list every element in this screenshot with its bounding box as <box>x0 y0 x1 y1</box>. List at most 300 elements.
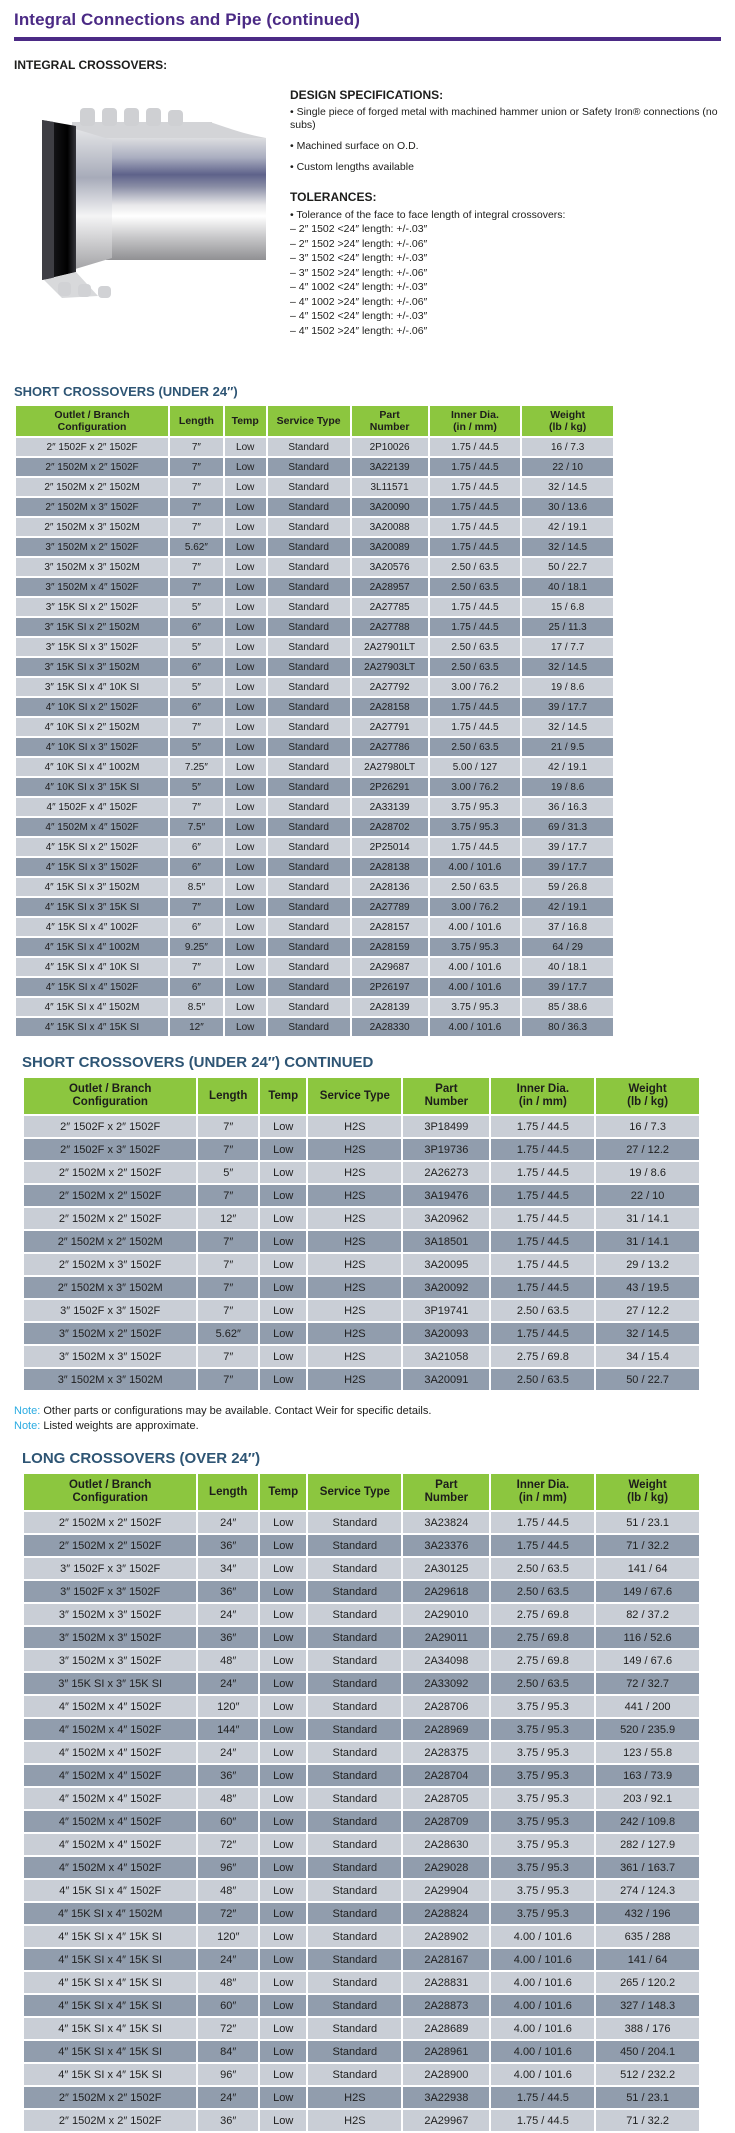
table-cell: 2A29028 <box>403 1857 489 1878</box>
table-row <box>24 1834 699 1855</box>
table-cell: 72 / 32.7 <box>596 1673 699 1694</box>
table-cell: Standard <box>268 458 350 476</box>
table-cell: 3L11571 <box>352 478 428 496</box>
table-row <box>24 1696 699 1717</box>
table-cell: 39 / 17.7 <box>522 838 613 856</box>
table-row <box>16 798 613 816</box>
table-cell: 2″ 1502M x 3″ 1502F <box>16 498 168 516</box>
table-cell: 2A27789 <box>352 898 428 916</box>
table-cell: 27 / 12.2 <box>596 1139 699 1160</box>
short-crossovers-table <box>14 404 615 1038</box>
table-cell: 4.00 / 101.6 <box>491 1972 594 1993</box>
table-cell: Low <box>260 2041 306 2062</box>
table-cell: 6″ <box>170 618 223 636</box>
table-cell: Low <box>260 1231 306 1252</box>
table-cell: Low <box>260 1558 306 1579</box>
table-row <box>16 678 613 696</box>
column-header: Part Number <box>403 1474 489 1510</box>
table-cell: Low <box>260 1604 306 1625</box>
table-cell: 2A28139 <box>352 998 428 1016</box>
table-row <box>16 658 613 676</box>
column-header: Length <box>198 1474 258 1510</box>
table-cell: 5″ <box>170 638 223 656</box>
note-label: Note: <box>14 1420 41 1432</box>
column-header: Length <box>170 406 223 436</box>
table-cell: Low <box>225 858 266 876</box>
table-cell: 31 / 14.1 <box>596 1231 699 1252</box>
table-cell: Low <box>260 1857 306 1878</box>
table-cell: 4″ 1502F x 4″ 1502F <box>16 798 168 816</box>
table-cell: H2S <box>308 1185 401 1206</box>
table-cell: 2A28704 <box>403 1765 489 1786</box>
table-cell: 635 / 288 <box>596 1926 699 1947</box>
table-cell: 388 / 176 <box>596 2018 699 2039</box>
table-row <box>16 458 613 476</box>
table-cell: 361 / 163.7 <box>596 1857 699 1878</box>
table-cell: 3.75 / 95.3 <box>430 798 521 816</box>
table-cell: 39 / 17.7 <box>522 858 613 876</box>
table-cell: 3″ 15K SI x 2″ 1502M <box>16 618 168 636</box>
table-cell: Standard <box>268 858 350 876</box>
tolerance-item: – 3″ 1502 <24″ length: +/-.03″ <box>290 252 428 264</box>
table-cell: 2A28702 <box>352 818 428 836</box>
table-cell: 71 / 32.2 <box>596 1535 699 1556</box>
table-cell: 2.75 / 69.8 <box>491 1346 594 1367</box>
table-cell: 32 / 14.5 <box>522 478 613 496</box>
table-cell: 1.75 / 44.5 <box>430 718 521 736</box>
table-cell: 96″ <box>198 1857 258 1878</box>
table-cell: 5″ <box>170 598 223 616</box>
table-cell: 4″ 1502M x 4″ 1502F <box>24 1765 196 1786</box>
table-cell: 8.5″ <box>170 878 223 896</box>
table-cell: 3″ 1502M x 3″ 1502F <box>24 1627 196 1648</box>
table-cell: 3.75 / 95.3 <box>491 1880 594 1901</box>
table-cell: 123 / 55.8 <box>596 1742 699 1763</box>
table-cell: Low <box>225 678 266 696</box>
table-cell: 4″ 1502M x 4″ 1502F <box>24 1788 196 1809</box>
table-row <box>16 438 613 456</box>
table-cell: 3P18499 <box>403 1116 489 1137</box>
table-cell: 72″ <box>198 1903 258 1924</box>
table-cell: 4″ 15K SI x 3″ 15K SI <box>16 898 168 916</box>
table-header-row <box>24 1078 699 1114</box>
table-cell: Low <box>225 498 266 516</box>
column-header: Temp <box>225 406 266 436</box>
table-row <box>16 1018 613 1036</box>
table-row <box>16 738 613 756</box>
table-cell: 2A33139 <box>352 798 428 816</box>
table-cell: 4″ 1502M x 4″ 1502F <box>16 818 168 836</box>
table-cell: 2.50 / 63.5 <box>430 878 521 896</box>
tolerance-item: – 4″ 1002 >24″ length: +/-.06″ <box>290 295 428 308</box>
table-cell: 7″ <box>170 898 223 916</box>
table-cell: Standard <box>308 1926 401 1947</box>
table-cell: 2.50 / 63.5 <box>491 1673 594 1694</box>
table-cell: 4.00 / 101.6 <box>491 1949 594 1970</box>
table-cell: Low <box>225 758 266 776</box>
table-cell: H2S <box>308 1346 401 1367</box>
table-cell: 27 / 12.2 <box>596 1300 699 1321</box>
tolerance-item: – 2″ 1502 >24″ length: +/-.06″ <box>290 237 428 250</box>
table-cell: 2A27901LT <box>352 638 428 656</box>
table-cell: 7″ <box>170 578 223 596</box>
table-cell: 4″ 15K SI x 4″ 15K SI <box>24 1995 196 2016</box>
table-row <box>24 1811 699 1832</box>
table-cell: 3″ 1502F x 3″ 1502F <box>24 1581 196 1602</box>
column-header: Inner Dia. (in / mm) <box>430 406 521 436</box>
table-cell: 2A29904 <box>403 1880 489 1901</box>
table-cell: Standard <box>308 2018 401 2039</box>
table-row <box>24 1208 699 1229</box>
table-cell: Low <box>260 1926 306 1947</box>
table-cell: 32 / 14.5 <box>522 658 613 676</box>
table-cell: 3A20089 <box>352 538 428 556</box>
column-header: Part Number <box>352 406 428 436</box>
table-cell: 36″ <box>198 2110 258 2131</box>
table-cell: 2A27788 <box>352 618 428 636</box>
table-cell: 3A23824 <box>403 1512 489 1533</box>
table-cell: 4″ 1502M x 4″ 1502F <box>24 1811 196 1832</box>
table-cell: 37 / 16.8 <box>522 918 613 936</box>
table-cell: 4.00 / 101.6 <box>491 1926 594 1947</box>
table-cell: 4″ 15K SI x 4″ 15K SI <box>24 1926 196 1947</box>
table-row <box>16 538 613 556</box>
table-cell: 7″ <box>170 958 223 976</box>
table-cell: 141 / 64 <box>596 1558 699 1579</box>
table-row <box>16 878 613 896</box>
table-cell: Low <box>225 838 266 856</box>
table-cell: 2″ 1502M x 2″ 1502M <box>16 478 168 496</box>
table-cell: Low <box>260 1650 306 1671</box>
table-cell: 5.00 / 127 <box>430 758 521 776</box>
table-cell: 2.50 / 63.5 <box>491 1300 594 1321</box>
table-cell: 3″ 15K SI x 3″ 1502M <box>16 658 168 676</box>
table-cell: Standard <box>268 718 350 736</box>
table-cell: Low <box>260 1880 306 1901</box>
table-cell: 4″ 15K SI x 4″ 1502M <box>16 998 168 1016</box>
table-cell: 2″ 1502M x 2″ 1502F <box>24 1208 196 1229</box>
table-cell: 7″ <box>170 718 223 736</box>
table-cell: 5″ <box>198 1162 258 1183</box>
table-cell: Low <box>225 598 266 616</box>
table-cell: Low <box>260 1185 306 1206</box>
table-cell: 4″ 15K SI x 4″ 1502M <box>24 1903 196 1924</box>
table-cell: Low <box>225 918 266 936</box>
table-row <box>24 1673 699 1694</box>
table-cell: 2A29618 <box>403 1581 489 1602</box>
table-cell: 4″ 15K SI x 3″ 1502F <box>16 858 168 876</box>
table-row <box>24 1880 699 1901</box>
table-row <box>24 2064 699 2085</box>
table-cell: 4.00 / 101.6 <box>430 978 521 996</box>
table-row <box>24 1185 699 1206</box>
table-cell: 3.75 / 95.3 <box>491 1857 594 1878</box>
table-cell: 6″ <box>170 978 223 996</box>
table-cell: 2A27980LT <box>352 758 428 776</box>
table-cell: Standard <box>308 2064 401 2085</box>
table-cell: 71 / 32.2 <box>596 2110 699 2131</box>
table-cell: 4″ 1502M x 4″ 1502F <box>24 1719 196 1740</box>
table-row <box>16 598 613 616</box>
table-cell: 1.75 / 44.5 <box>491 1277 594 1298</box>
table-cell: Standard <box>268 598 350 616</box>
column-header: Service Type <box>268 406 350 436</box>
table-cell: Standard <box>268 838 350 856</box>
table-cell: 2A28831 <box>403 1972 489 1993</box>
table-cell: 12″ <box>198 1208 258 1229</box>
table-cell: Low <box>225 518 266 536</box>
table-row <box>16 998 613 1016</box>
table-cell: 64 / 29 <box>522 938 613 956</box>
table-cell: 2A27785 <box>352 598 428 616</box>
table-cell: Standard <box>308 1742 401 1763</box>
table-cell: 1.75 / 44.5 <box>491 1323 594 1344</box>
table-cell: 2A29010 <box>403 1604 489 1625</box>
table-row <box>24 1765 699 1786</box>
table-cell: Low <box>260 2110 306 2131</box>
table-cell: Standard <box>308 1650 401 1671</box>
table-cell: Low <box>260 1346 306 1367</box>
note-label: Note: <box>14 1405 41 1417</box>
table-cell: 2A34098 <box>403 1650 489 1671</box>
table-cell: 242 / 109.8 <box>596 1811 699 1832</box>
table-cell: Standard <box>308 1604 401 1625</box>
table-cell: H2S <box>308 1277 401 1298</box>
table-cell: 1.75 / 44.5 <box>491 1231 594 1252</box>
table-cell: 3″ 1502M x 3″ 1502F <box>24 1604 196 1625</box>
table-cell: 48″ <box>198 1788 258 1809</box>
table-cell: 3A23376 <box>403 1535 489 1556</box>
table-row <box>24 2087 699 2108</box>
table-cell: Low <box>260 1788 306 1809</box>
table-cell: 19 / 8.6 <box>522 778 613 796</box>
table-cell: 7″ <box>198 1185 258 1206</box>
table-cell: Standard <box>268 678 350 696</box>
table-cell: 2″ 1502M x 2″ 1502F <box>24 2110 196 2131</box>
table-cell: 19 / 8.6 <box>596 1162 699 1183</box>
table-cell: 2A28961 <box>403 2041 489 2062</box>
table-title-short-crossovers-continued: SHORT CROSSOVERS (UNDER 24″) CONTINUED <box>22 1054 374 1071</box>
table-cell: 141 / 64 <box>596 1949 699 1970</box>
table-cell: Low <box>225 1018 266 1036</box>
table-cell: Standard <box>308 1719 401 1740</box>
table-row <box>24 1719 699 1740</box>
table-cell: Low <box>260 1903 306 1924</box>
table-cell: Low <box>260 1742 306 1763</box>
table-cell: Low <box>225 558 266 576</box>
table-cell: 2A33092 <box>403 1673 489 1694</box>
table-cell: 32 / 14.5 <box>596 1323 699 1344</box>
table-cell: 2A28969 <box>403 1719 489 1740</box>
table-cell: 3A20090 <box>352 498 428 516</box>
table-cell: Standard <box>268 918 350 936</box>
table-row <box>16 838 613 856</box>
table-cell: Standard <box>268 998 350 1016</box>
table-cell: Low <box>260 1323 306 1344</box>
table-cell: Standard <box>268 738 350 756</box>
table-cell: Low <box>225 638 266 656</box>
table-cell: Standard <box>268 878 350 896</box>
table-cell: 432 / 196 <box>596 1903 699 1924</box>
table-cell: 120″ <box>198 1696 258 1717</box>
table-cell: Standard <box>308 1949 401 1970</box>
table-cell: Low <box>225 538 266 556</box>
table-cell: Standard <box>308 1811 401 1832</box>
table-cell: Low <box>260 1765 306 1786</box>
table-cell: 3.75 / 95.3 <box>491 1788 594 1809</box>
design-spec-bullet: • Single piece of forged metal with machined hammer union or Safety Iron® connections (no subs) <box>290 106 721 132</box>
table-cell: 1.75 / 44.5 <box>491 1139 594 1160</box>
table-cell: 1.75 / 44.5 <box>430 458 521 476</box>
table-cell: 5″ <box>170 778 223 796</box>
table-row <box>24 2041 699 2062</box>
table-cell: 16 / 7.3 <box>522 438 613 456</box>
table-cell: Standard <box>268 658 350 676</box>
table-cell: 3.00 / 76.2 <box>430 778 521 796</box>
column-header: Length <box>198 1078 258 1114</box>
table-cell: Low <box>260 1369 306 1390</box>
table-cell: 1.75 / 44.5 <box>430 618 521 636</box>
table-cell: Low <box>225 778 266 796</box>
table-cell: Standard <box>268 578 350 596</box>
table-cell: 42 / 19.1 <box>522 518 613 536</box>
table-cell: 2.75 / 69.8 <box>491 1604 594 1625</box>
table-cell: Low <box>225 458 266 476</box>
table-cell: Standard <box>268 958 350 976</box>
tolerances-bullet: • Tolerance of the face to face length of integral crossovers: <box>290 209 566 221</box>
table-cell: 2″ 1502M x 2″ 1502F <box>24 1535 196 1556</box>
table-row <box>24 1162 699 1183</box>
table-cell: 2A28630 <box>403 1834 489 1855</box>
table-row <box>16 938 613 956</box>
table-cell: Low <box>225 798 266 816</box>
table-cell: 42 / 19.1 <box>522 758 613 776</box>
table-row <box>24 1369 699 1390</box>
table-cell: 2A28705 <box>403 1788 489 1809</box>
table-cell: 29 / 13.2 <box>596 1254 699 1275</box>
table-cell: Standard <box>268 438 350 456</box>
table-cell: H2S <box>308 2087 401 2108</box>
table-cell: Low <box>225 898 266 916</box>
table-cell: 2.50 / 63.5 <box>491 1581 594 1602</box>
table-cell: 43 / 19.5 <box>596 1277 699 1298</box>
table-cell: Standard <box>308 1696 401 1717</box>
table-cell: 4″ 15K SI x 4″ 15K SI <box>16 1018 168 1036</box>
table-row <box>24 1535 699 1556</box>
table-cell: 2A28136 <box>352 878 428 896</box>
tolerances-heading: TOLERANCES: <box>290 190 377 204</box>
table-cell: 31 / 14.1 <box>596 1208 699 1229</box>
table-row <box>24 1949 699 1970</box>
table-cell: Low <box>260 1254 306 1275</box>
table-cell: 2A28900 <box>403 2064 489 2085</box>
table-cell: 15 / 6.8 <box>522 598 613 616</box>
table-cell: 2″ 1502M x 2″ 1502F <box>24 1512 196 1533</box>
column-header: Outlet / Branch Configuration <box>16 406 168 436</box>
table-row <box>24 1139 699 1160</box>
specs-column <box>290 82 721 338</box>
table-cell: 22 / 10 <box>596 1185 699 1206</box>
table-cell: 4″ 1502M x 4″ 1502F <box>24 1742 196 1763</box>
table-cell: 203 / 92.1 <box>596 1788 699 1809</box>
table-cell: Low <box>260 1277 306 1298</box>
table-cell: 2.50 / 63.5 <box>430 738 521 756</box>
table-cell: 4.00 / 101.6 <box>491 2041 594 2062</box>
table-cell: Low <box>260 1162 306 1183</box>
table-cell: 24″ <box>198 1604 258 1625</box>
table-cell: 51 / 23.1 <box>596 2087 699 2108</box>
table-cell: Standard <box>268 938 350 956</box>
table-cell: 21 / 9.5 <box>522 738 613 756</box>
table-row <box>16 498 613 516</box>
note-line: Note: Other parts or configurations may be available. Contact Weir for specific details. <box>14 1405 432 1417</box>
table-cell: 274 / 124.3 <box>596 1880 699 1901</box>
table-cell: 4″ 15K SI x 4″ 15K SI <box>24 2064 196 2085</box>
table-cell: Low <box>225 958 266 976</box>
table-cell: 4″ 10K SI x 4″ 1002M <box>16 758 168 776</box>
table-cell: Standard <box>308 1581 401 1602</box>
table-cell: 4″ 15K SI x 3″ 1502M <box>16 878 168 896</box>
table-cell: 3.75 / 95.3 <box>491 1834 594 1855</box>
table-cell: H2S <box>308 1300 401 1321</box>
table-cell: Low <box>260 2064 306 2085</box>
table-row <box>24 1581 699 1602</box>
table-cell: 19 / 8.6 <box>522 678 613 696</box>
table-cell: 7″ <box>198 1369 258 1390</box>
table-cell: 2P25014 <box>352 838 428 856</box>
table-cell: 2A28902 <box>403 1926 489 1947</box>
table-cell: 3.00 / 76.2 <box>430 898 521 916</box>
table-cell: 2A28138 <box>352 858 428 876</box>
table-cell: 4″ 1502M x 4″ 1502F <box>24 1857 196 1878</box>
table-cell: 3A19476 <box>403 1185 489 1206</box>
table-row <box>16 778 613 796</box>
table-cell: 50 / 22.7 <box>522 558 613 576</box>
table-cell: 3A22938 <box>403 2087 489 2108</box>
column-header: Temp <box>260 1078 306 1114</box>
table-cell: Low <box>225 818 266 836</box>
table-cell: 5″ <box>170 678 223 696</box>
table-cell: 2A28873 <box>403 1995 489 2016</box>
table-cell: Standard <box>308 1880 401 1901</box>
tolerance-item: – 3″ 1502 >24″ length: +/-.06″ <box>290 266 428 279</box>
table-cell: 1.75 / 44.5 <box>491 1208 594 1229</box>
table-row <box>16 718 613 736</box>
table-cell: 2A28158 <box>352 698 428 716</box>
table-cell: 50 / 22.7 <box>596 1369 699 1390</box>
table-cell: 3″ 1502F x 3″ 1502F <box>24 1558 196 1579</box>
table-cell: 40 / 18.1 <box>522 958 613 976</box>
table-cell: 3A20093 <box>403 1323 489 1344</box>
table-cell: Standard <box>308 1834 401 1855</box>
table-cell: 22 / 10 <box>522 458 613 476</box>
table-row <box>24 1972 699 1993</box>
table-cell: 2.50 / 63.5 <box>430 638 521 656</box>
table-cell: 3.00 / 76.2 <box>430 678 521 696</box>
table-cell: H2S <box>308 1162 401 1183</box>
table-cell: 3A20962 <box>403 1208 489 1229</box>
table-cell: H2S <box>308 1369 401 1390</box>
table-cell: 1.75 / 44.5 <box>430 498 521 516</box>
table-cell: 2″ 1502F x 2″ 1502F <box>16 438 168 456</box>
table-cell: 4″ 15K SI x 4″ 1502F <box>16 978 168 996</box>
table-cell: 3.75 / 95.3 <box>491 1719 594 1740</box>
table-row <box>16 518 613 536</box>
table-cell: 2A29967 <box>403 2110 489 2131</box>
table-cell: 3″ 1502M x 3″ 1502M <box>24 1369 196 1390</box>
table-cell: 3.75 / 95.3 <box>430 938 521 956</box>
table-row <box>24 1627 699 1648</box>
